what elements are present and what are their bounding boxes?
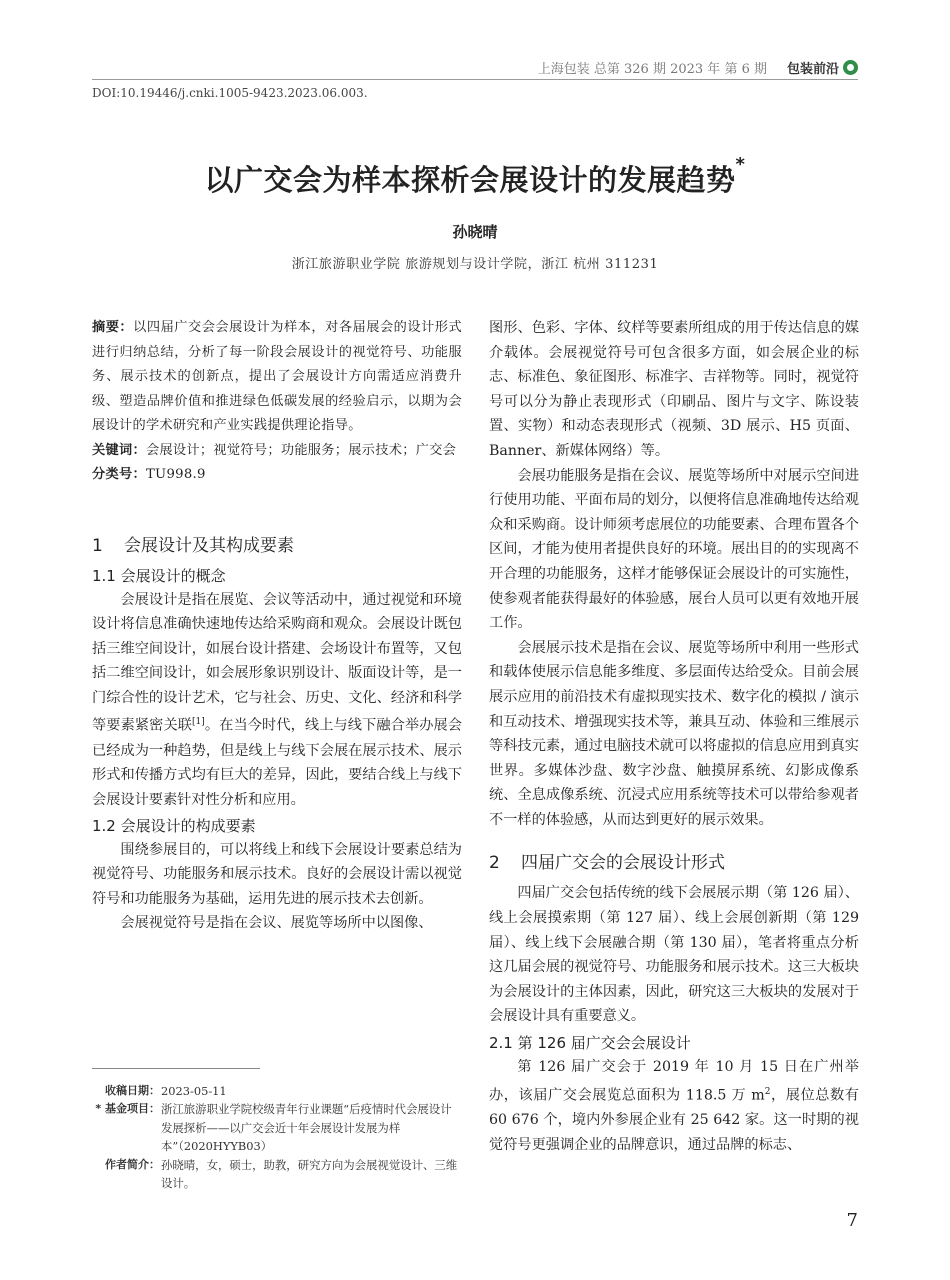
page-number: 7	[846, 1210, 858, 1231]
keywords-label: 关键词：	[92, 442, 146, 458]
journal-logo-icon	[843, 60, 858, 75]
section-name: 包装前沿	[786, 62, 839, 77]
fund-text: 浙江旅游职业学院校级青年行业课题“后疫情时代会展设计发展探析——以广交会近十年会展设计发展为样本”（2020HYYB03）	[161, 1102, 452, 1154]
right-column	[489, 316, 859, 1157]
title-mark: *	[735, 154, 746, 175]
abstract	[92, 316, 462, 488]
section-2-title: 四届广交会的会展设计形式	[521, 853, 725, 874]
paper-title	[0, 154, 950, 199]
left-column	[92, 316, 462, 936]
class-block	[92, 463, 462, 488]
paragraph-2: 四届广交会包括传统的线下会展展示期（第 126 届）、线上会展摸索期（第 127 届）、线上会展创新期（第 129 届）、线上线下会展融合期（第 130 届），笔者将重点分析这几届会展的视觉符号、功能服务和展示技术。这三大板块为会展设计的主体因素，因此，研究这三大板块的发展对于会展设计具有重要意义。	[489, 885, 859, 1025]
running-head	[538, 58, 858, 77]
paragraph-visual-symbol: 图形、色彩、字体、纹样等要素所组成的用于传达信息的媒介载体。会展视觉符号可包含很多方面，如会展企业的标志、标准色、象征图形、标准字、吉祥物等。同时，视觉符号可以分为静止表现形式（印刷品、图片与文字、陈设装置、实物）和动态表现形式（视频、3D 展示、H5 页面、Banner、新媒体网络）等。	[489, 320, 859, 459]
affiliation: 浙江旅游职业学院 旅游规划与设计学院，浙江 杭州 311231	[291, 257, 659, 272]
section-1-1-heading: 1.1 会展设计的概念	[92, 566, 226, 585]
header-rule	[92, 79, 858, 80]
fund-label: * 基金项目：	[95, 1102, 160, 1116]
bio-text: 孙晓晴，女，硕士，助教，研究方向为会展视觉设计、三维设计。	[161, 1157, 458, 1191]
superscript-2: 2	[764, 1086, 771, 1097]
footnotes	[92, 1082, 462, 1192]
paragraph-2-1	[489, 1055, 859, 1157]
paragraph-1-1-text: 会展设计是指在展览、会议等活动中，通过视觉和环境设计将信息准确快速地传达给采购商和观众。会展设计既包括三维空间设计，如展台设计搭建、会场设计布置等，又包括二维空间设计，如会展形象识别设计、版面设计等，是一门综合性的设计艺术，它与社会、历史、文化、经济和科学等要素紧密关联	[92, 591, 462, 735]
author: 孙晓晴	[452, 223, 498, 241]
section-2-1-heading: 2.1 第 126 届广交会会展设计	[489, 1034, 691, 1053]
section-2-number: 2	[489, 853, 500, 874]
footnote-bio	[92, 1156, 462, 1193]
keywords-block	[92, 439, 462, 464]
citation-1: [1]	[192, 717, 205, 728]
doi: DOI:10.19446/j.cnki.1005-9423.2023.06.003.	[92, 86, 368, 100]
footnote-rule	[92, 1068, 260, 1069]
class-label: 分类号：	[92, 467, 146, 482]
section-1-title: 会展设计及其构成要素	[124, 535, 294, 556]
paragraph-function-service: 会展功能服务是指在会议、展览等场所中对展示空间进行使用功能、平面布局的划分，以便将信息准确地传达给观众和采购商。设计师须考虑展位的功能要素、合理布置各个区间，才能为使用者提供良好的环境。展出目的的实现离不开合理的功能服务，这样才能够保证会展设计的可实施性，使参观者能获得最好的体验感，展台人员可以更有效地开展工作。	[489, 467, 859, 632]
abstract-text: 以四届广交会会展设计为样本，对各届展会的设计形式进行归纳总结，分析了每一阶段会展设计的视觉符号、功能服务、展示技术的创新点，提出了会展设计方向需适应消费升级、塑造品牌价值和推进绿色低碳发展的经验启示，以期为会展设计的学术研究和产业实践提供理论指导。	[92, 320, 462, 433]
paragraph-display-tech: 会展展示技术是指在会议、展览等场所中利用一些形式和载体使展示信息能多维度、多层面传达给受众。目前会展展示应用的前沿技术有虚拟现实技术、数字化的模拟 / 演示和互动技术、增强现实技术等，兼具互动、体验和三维展示等科技元素，通过电脑技术就可以将虚拟的信息应用到真实世界。多媒体沙盘、数字沙盘、触摸屏系统、幻影成像系统、全息成像系统、沉浸式应用系统等技术可以带给参观者不一样的体验感，从而达到更好的展示效果。	[489, 639, 859, 828]
paragraph-2-1-a: 第 126 届广交会于 2019 年 10 月 15 日在广州举办，该届广交会展览总面积为 118.5 万 m	[489, 1059, 859, 1104]
abstract-block	[92, 316, 462, 439]
footnote-fund	[92, 1100, 462, 1155]
abstract-label: 摘要：	[92, 320, 134, 335]
footnote-received	[92, 1082, 462, 1100]
title-text: 以广交会为样本探析会展设计的发展趋势	[204, 163, 736, 197]
bio-label: 作者简介：	[105, 1157, 160, 1171]
paragraph-1-2-b: 会展视觉符号是指在会议、展览等场所中以图像、	[120, 915, 433, 932]
section-1-number: 1	[92, 535, 103, 556]
section-2-heading	[489, 848, 859, 873]
class-text: TU998.9	[145, 467, 206, 482]
paragraph-1-1	[92, 588, 462, 813]
received-date: 2023-05-11	[161, 1084, 227, 1098]
keywords-text: 会展设计；视觉符号；功能服务；展示技术；广交会	[145, 442, 457, 458]
journal-info: 上海包装 总第 326 期 2023 年 第 6 期	[537, 62, 767, 77]
paragraph-1-1-end: 。在当今时代，线上与线下融合举办展会已经成为一种趋势，但是线上与线下会展在展示技术、展示形式和传播方式均有巨大的差异，因此，要结合线上与线下会展设计要素针对性分析和应用。	[92, 718, 462, 808]
received-label: 收稿日期：	[105, 1084, 160, 1097]
section-1-heading	[92, 531, 462, 556]
paragraph-1-2-a: 围绕参展目的，可以将线上和线下会展设计要素总结为视觉符号、功能服务和展示技术。良好的会展设计需以视觉符号和功能服务为基础，运用先进的展示技术去创新。	[92, 841, 462, 907]
paragraph-2-1-b: ，展位总数有 60 676 个，境内外参展企业有 25 642 家。这一时期的视觉符号更强调企业的品牌意识，通过品牌的标志、	[489, 1087, 859, 1153]
section-1-2-heading: 1.2 会展设计的构成要素	[92, 816, 256, 835]
